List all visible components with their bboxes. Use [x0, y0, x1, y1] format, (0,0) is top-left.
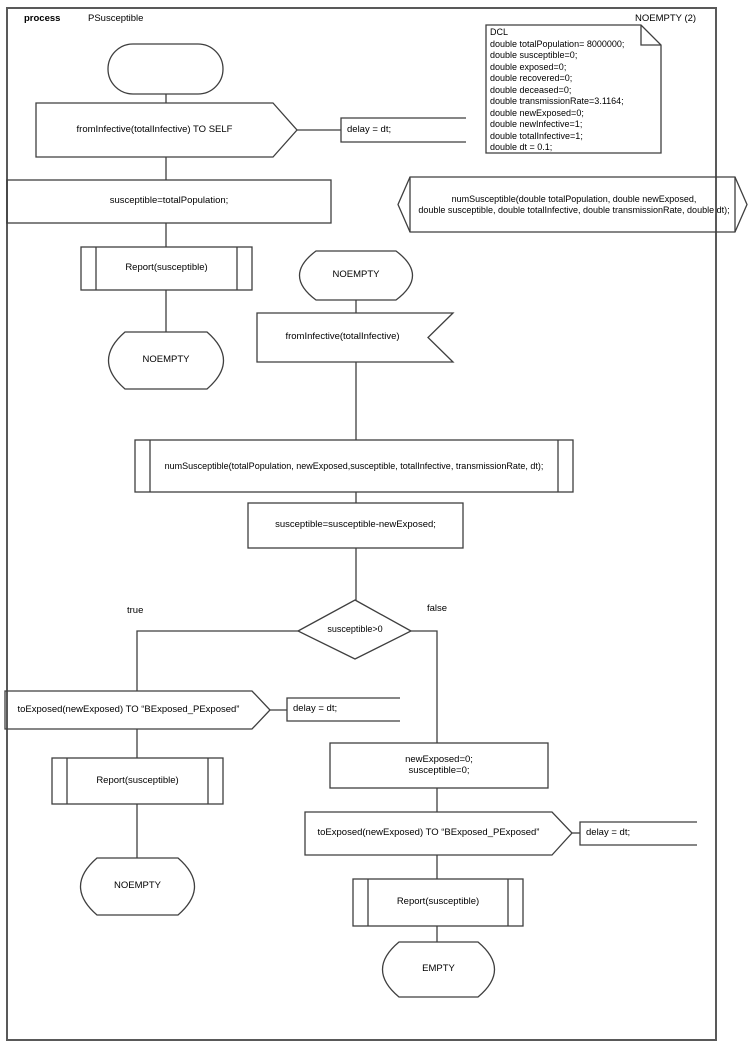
send-false-label: toExposed(newExposed) TO “BExposed_PExposed” — [317, 827, 540, 839]
assign-sub-label: susceptible=susceptible-newExposed; — [275, 519, 436, 531]
dcl-line: DCL — [490, 27, 509, 37]
report2-label: Report(susceptible) — [96, 774, 179, 786]
proc-call-label: numSusceptible(totalPopulation, newExposed,susceptible, totalInfective, transmissionRate, dt); — [164, 460, 544, 471]
delay2-label: delay = dt; — [293, 703, 338, 715]
true-branch-connector — [137, 631, 298, 691]
dcl-line: double recovered=0; — [490, 73, 573, 83]
output-self-label: fromInfective(totalInfective) TO SELF — [76, 123, 233, 135]
noempty-left-label: NOEMPTY — [142, 354, 190, 366]
proc-decl-line2: double susceptible, double totalInfective, double transmissionRate, double dt); — [418, 204, 730, 215]
dcl-line: double totalPopulation= 8000000; — [490, 38, 625, 49]
dcl-line: double exposed=0; — [490, 61, 567, 72]
dcl-line: double deceased=0; — [490, 84, 572, 95]
process-keyword-label: process — [24, 12, 61, 24]
decision-label: susceptible>0 — [327, 624, 383, 635]
dcl-line: double susceptible=0; — [490, 50, 578, 60]
noempty-mid-label: NOEMPTY — [332, 269, 380, 281]
send-true-label: toExposed(newExposed) TO “BExposed_PExposed” — [17, 703, 240, 715]
dcl-line: double totalInfective=1; — [490, 130, 583, 141]
report1-label: Report(susceptible) — [125, 262, 208, 274]
delay1-label: delay = dt; — [347, 123, 392, 135]
process-name-label: PSusceptible — [88, 12, 144, 24]
proc-decl-label — [400, 177, 748, 232]
assign-false-line2: susceptible=0; — [408, 764, 470, 776]
input-frominfective-label: fromInfective(totalInfective) — [285, 331, 400, 343]
true-branch-label: true — [127, 604, 144, 616]
dcl-declarations-text — [490, 27, 660, 154]
dcl-line: double transmissionRate=3.1164; — [490, 96, 624, 106]
false-branch-connector — [411, 631, 437, 743]
delay3-label: delay = dt; — [586, 827, 631, 839]
assign-false-label — [330, 743, 548, 788]
start-shape[interactable] — [108, 44, 223, 94]
dcl-line: double newInfective=1; — [490, 119, 583, 129]
proc-decl-line1: numSusceptible(double totalPopulation, double newExposed, — [451, 194, 697, 205]
noempty-bottom-label: NOEMPTY — [114, 880, 161, 892]
report3-label: Report(susceptible) — [396, 896, 480, 908]
noempty-count-label: NOEMPTY (2) — [635, 12, 697, 24]
assign-init-label: susceptible=totalPopulation; — [109, 195, 229, 207]
empty-state-label: EMPTY — [422, 963, 455, 975]
assign-false-line1: newExposed=0; — [405, 753, 473, 765]
dcl-line: double dt = 0.1; — [490, 142, 553, 152]
dcl-line: double newExposed=0; — [490, 107, 584, 118]
false-branch-label: false — [427, 602, 448, 614]
